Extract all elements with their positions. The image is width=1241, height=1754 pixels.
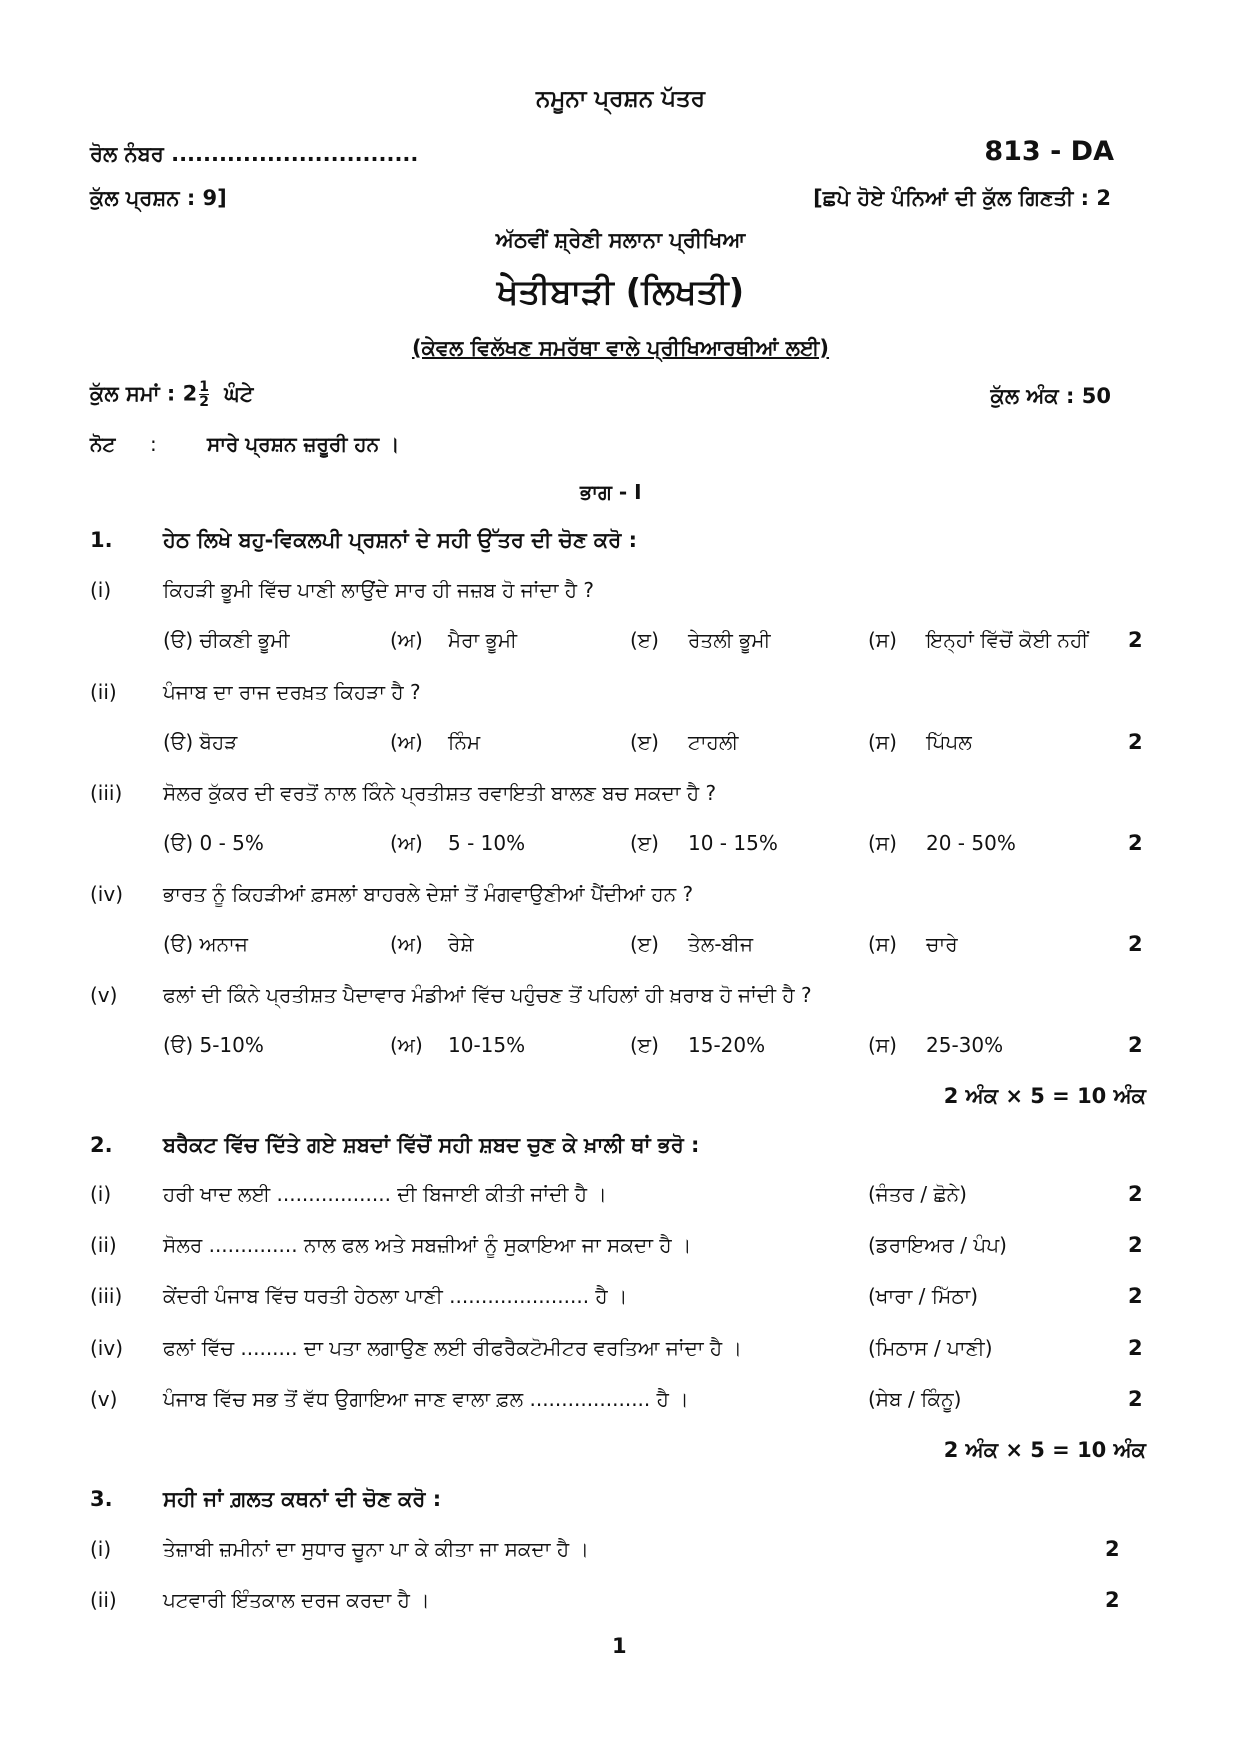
- option-a: (ੳ) 0 - 5%: [163, 831, 264, 855]
- q1-item-question: ਫਲਾਂ ਦੀ ਕਿੰਨੇ ਪ੍ਰਤੀਸ਼ਤ ਪੈਦਾਵਾਰ ਮੰਡੀਆਂ ਵਿੱਚ ਪਹੁੰਚਣ ਤੋਂ ਪਹਿਲਾਂ ਹੀ ਖ਼ਰਾਬ ਹੋ ਜਾਂਦੀ ਹੈ ?: [163, 983, 812, 1007]
- q2-item-marks: 2: [1128, 1182, 1143, 1206]
- option-b: 10-15%: [448, 1033, 526, 1057]
- total-pages: [ਛਪੇ ਹੋਏ ਪੰਨਿਆਂ ਦੀ ਕੁੱਲ ਗਿਣਤੀ : 2: [813, 186, 1111, 210]
- q3-item-statement: ਤੇਜ਼ਾਬੀ ਜ਼ਮੀਨਾਂ ਦਾ ਸੁਧਾਰ ਚੂਨਾ ਪਾ ਕੇ ਕੀਤਾ ਜਾ ਸਕਦਾ ਹੈ ।: [163, 1537, 589, 1561]
- total-questions: ਕੁੱਲ ਪ੍ਰਸ਼ਨ : 9]: [90, 186, 227, 210]
- q2-item-marks: 2: [1128, 1284, 1143, 1308]
- page-number: 1: [612, 1634, 627, 1658]
- q2-total-marks: 2 ਅੰਕ × 5 = 10 ਅੰਕ: [943, 1438, 1146, 1462]
- q3-item-statement: ਪਟਵਾਰੀ ਇੰਤਕਾਲ ਦਰਜ ਕਰਦਾ ਹੈ ।: [163, 1588, 430, 1612]
- q1-item-question: ਭਾਰਤ ਨੂੰ ਕਿਹੜੀਆਂ ਫ਼ਸਲਾਂ ਬਾਹਰਲੇ ਦੇਸ਼ਾਂ ਤੋਂ ਮੰਗਵਾਉਣੀਆਂ ਪੈਂਦੀਆਂ ਹਨ ?: [163, 882, 694, 906]
- q3-item-number: (ii): [90, 1588, 117, 1612]
- option-a: (ੳ) ਚੀਕਣੀ ਭੂਮੀ: [163, 628, 290, 652]
- q1-item-number: (iv): [90, 882, 123, 906]
- option-c: ਟਾਹਲੀ: [688, 730, 739, 754]
- option-d-label: (ਸ): [868, 831, 897, 855]
- option-d-label: (ਸ): [868, 730, 897, 754]
- option-b-label: (ਅ): [390, 932, 423, 956]
- special-candidates-note: (ਕੇਵਲ ਵਿਲੱਖਣ ਸਮਰੱਥਾ ਵਾਲੇ ਪ੍ਰੀਖਿਆਰਥੀਆਂ ਲਈ): [411, 336, 830, 360]
- q1-item-marks: 2: [1128, 1033, 1143, 1057]
- note-colon: :: [150, 432, 157, 456]
- time-unit: ਘੰਟੇ: [224, 381, 254, 406]
- option-c: 10 - 15%: [688, 831, 778, 855]
- q2-item-options: (ਮਿਠਾਸ / ਪਾਣੀ): [868, 1336, 993, 1360]
- q2-item-options: (ਜੰਤਰ / ਛੋਨੇ): [868, 1182, 967, 1206]
- option-c-label: (ੲ): [630, 730, 659, 754]
- q2-item-options: (ਡਰਾਇਅਰ / ਪੰਪ): [868, 1233, 1007, 1257]
- option-a: (ੳ) 5-10%: [163, 1033, 264, 1057]
- q2-item-number: (iii): [90, 1284, 123, 1308]
- q1-item-marks: 2: [1128, 831, 1143, 855]
- total-marks: ਕੁੱਲ ਅੰਕ : 50: [990, 384, 1111, 408]
- paper-code: 813 - DA: [984, 136, 1114, 167]
- option-c: ਰੇਤਲੀ ਭੂਮੀ: [688, 628, 771, 652]
- time-fraction: [199, 380, 209, 409]
- q2-item-options: (ਖਾਰਾ / ਮਿੱਠਾ): [868, 1284, 979, 1308]
- part-heading: ਭਾਗ - I: [580, 480, 642, 504]
- q3-instruction: ਸਹੀ ਜਾਂ ਗ਼ਲਤ ਕਥਨਾਂ ਦੀ ਚੋਣ ਕਰੋ :: [163, 1487, 442, 1511]
- option-b: ਮੈਰਾ ਭੂਮੀ: [448, 628, 518, 652]
- q3-item-number: (i): [90, 1537, 112, 1561]
- time-denominator: 2: [199, 394, 209, 410]
- q1-item-question: ਸੋਲਰ ਕੁੱਕਰ ਦੀ ਵਰਤੋਂ ਨਾਲ ਕਿੰਨੇ ਪ੍ਰਤੀਸ਼ਤ ਰਵਾਇਤੀ ਬਾਲਣ ਬਚ ਸਕਦਾ ਹੈ ?: [163, 781, 717, 805]
- option-d: ਪਿੱਪਲ: [926, 730, 972, 754]
- option-d-label: (ਸ): [868, 1033, 897, 1057]
- option-d: ਚਾਰੇ: [926, 932, 958, 956]
- q3-number: 3.: [90, 1487, 113, 1511]
- option-b-label: (ਅ): [390, 831, 423, 855]
- option-c-label: (ੲ): [630, 932, 659, 956]
- time-label: ਕੁੱਲ ਸਮਾਂ : 2: [90, 381, 198, 406]
- q2-item-sentence: ਪੰਜਾਬ ਵਿੱਚ ਸਭ ਤੋਂ ਵੱਧ ਉਗਾਇਆ ਜਾਣ ਵਾਲਾ ਫ਼ਲ ................... ਹੈ ।: [163, 1387, 689, 1411]
- q2-item-options: (ਸੇਬ / ਕਿੰਨੂ): [868, 1387, 962, 1411]
- option-a: (ੳ) ਅਨਾਜ: [163, 932, 248, 956]
- option-d-label: (ਸ): [868, 628, 897, 652]
- q2-item-number: (i): [90, 1182, 112, 1206]
- q2-item-sentence: ਕੇਂਦਰੀ ਪੰਜਾਬ ਵਿੱਚ ਧਰਤੀ ਹੇਠਲਾ ਪਾਣੀ ...................... ਹੈ ।: [163, 1284, 628, 1308]
- option-d: 25-30%: [926, 1033, 1004, 1057]
- q1-instruction: ਹੇਠ ਲਿਖੇ ਬਹੁ-ਵਿਕਲਪੀ ਪ੍ਰਸ਼ਨਾਂ ਦੇ ਸਹੀ ਉੱਤਰ ਦੀ ਚੋਣ ਕਰੋ :: [163, 528, 637, 552]
- time-numerator: 1: [199, 379, 209, 395]
- q2-item-number: (ii): [90, 1233, 117, 1257]
- exam-name: ਅੱਠਵੀਂ ਸ਼੍ਰੇਣੀ ਸਲਾਨਾ ਪ੍ਰੀਖਿਆ: [495, 228, 746, 252]
- q1-item-number: (i): [90, 578, 112, 602]
- q1-item-question: ਕਿਹੜੀ ਭੂਮੀ ਵਿੱਚ ਪਾਣੀ ਲਾਉਂਦੇ ਸਾਰ ਹੀ ਜਜ਼ਬ ਹੋ ਜਾਂਦਾ ਹੈ ?: [163, 578, 595, 602]
- q1-item-number: (iii): [90, 781, 123, 805]
- q2-item-number: (iv): [90, 1336, 123, 1360]
- q1-item-number: (v): [90, 983, 118, 1007]
- q2-item-sentence: ਹਰੀ ਖਾਦ ਲਈ .................. ਦੀ ਬਿਜਾਈ ਕੀਤੀ ਜਾਂਦੀ ਹੈ ।: [163, 1182, 607, 1206]
- q1-item-question: ਪੰਜਾਬ ਦਾ ਰਾਜ ਦਰਖ਼ਤ ਕਿਹੜਾ ਹੈ ?: [163, 680, 421, 704]
- subject-title: ਖੇਤੀਬਾੜੀ (ਲਿਖਤੀ): [496, 272, 745, 312]
- q1-item-marks: 2: [1128, 628, 1143, 652]
- option-c: 15-20%: [688, 1033, 766, 1057]
- option-b-label: (ਅ): [390, 628, 423, 652]
- option-b: ਰੇਸ਼ੇ: [448, 932, 474, 956]
- option-c-label: (ੲ): [630, 628, 659, 652]
- q2-item-marks: 2: [1128, 1233, 1143, 1257]
- option-b-label: (ਅ): [390, 1033, 423, 1057]
- q2-item-marks: 2: [1128, 1387, 1143, 1411]
- option-c: ਤੇਲ-ਬੀਜ: [688, 932, 754, 956]
- q3-item-marks: 2: [1105, 1537, 1120, 1561]
- total-time: [90, 380, 253, 409]
- option-b: 5 - 10%: [448, 831, 526, 855]
- q2-number: 2.: [90, 1133, 113, 1157]
- option-c-label: (ੲ): [630, 831, 659, 855]
- option-d-label: (ਸ): [868, 932, 897, 956]
- q1-number: 1.: [90, 528, 113, 552]
- option-b-label: (ਅ): [390, 730, 423, 754]
- option-b: ਨਿੰਮ: [448, 730, 481, 754]
- option-a: (ੳ) ਬੋਹੜ: [163, 730, 238, 754]
- q2-item-sentence: ਸੋਲਰ .............. ਨਾਲ ਫਲ ਅਤੇ ਸਬਜ਼ੀਆਂ ਨੂੰ ਸੁਕਾਇਆ ਜਾ ਸਕਦਾ ਹੈ ।: [163, 1233, 692, 1257]
- q1-item-number: (ii): [90, 680, 117, 704]
- q1-total-marks: 2 ਅੰਕ × 5 = 10 ਅੰਕ: [943, 1084, 1146, 1108]
- sample-paper-heading: ਨਮੂਨਾ ਪ੍ਰਸ਼ਨ ਪੱਤਰ: [535, 86, 706, 112]
- q2-instruction: ਬਰੈਕਟ ਵਿੱਚ ਦਿੱਤੇ ਗਏ ਸ਼ਬਦਾਂ ਵਿੱਚੋਂ ਸਹੀ ਸ਼ਬਦ ਚੁਣ ਕੇ ਖ਼ਾਲੀ ਥਾਂ ਭਰੋ :: [163, 1133, 700, 1157]
- roll-number-label: ਰੋਲ ਨੰਬਰ ...............................: [90, 142, 419, 166]
- q2-item-number: (v): [90, 1387, 118, 1411]
- q2-item-marks: 2: [1128, 1336, 1143, 1360]
- option-d: 20 - 50%: [926, 831, 1016, 855]
- option-d: ਇਨ੍ਹਾਂ ਵਿੱਚੋਂ ਕੋਈ ਨਹੀਂ: [926, 628, 1089, 652]
- option-c-label: (ੲ): [630, 1033, 659, 1057]
- q3-item-marks: 2: [1105, 1588, 1120, 1612]
- q1-item-marks: 2: [1128, 932, 1143, 956]
- note-text: ਸਾਰੇ ਪ੍ਰਸ਼ਨ ਜ਼ਰੂਰੀ ਹਨ ।: [207, 432, 400, 456]
- note-label: ਨੋਟ: [90, 432, 116, 456]
- q1-item-marks: 2: [1128, 730, 1143, 754]
- q2-item-sentence: ਫਲਾਂ ਵਿੱਚ ......... ਦਾ ਪਤਾ ਲਗਾਉਣ ਲਈ ਰੀਫਰੈਕਟੋਮੀਟਰ ਵਰਤਿਆ ਜਾਂਦਾ ਹੈ ।: [163, 1336, 743, 1360]
